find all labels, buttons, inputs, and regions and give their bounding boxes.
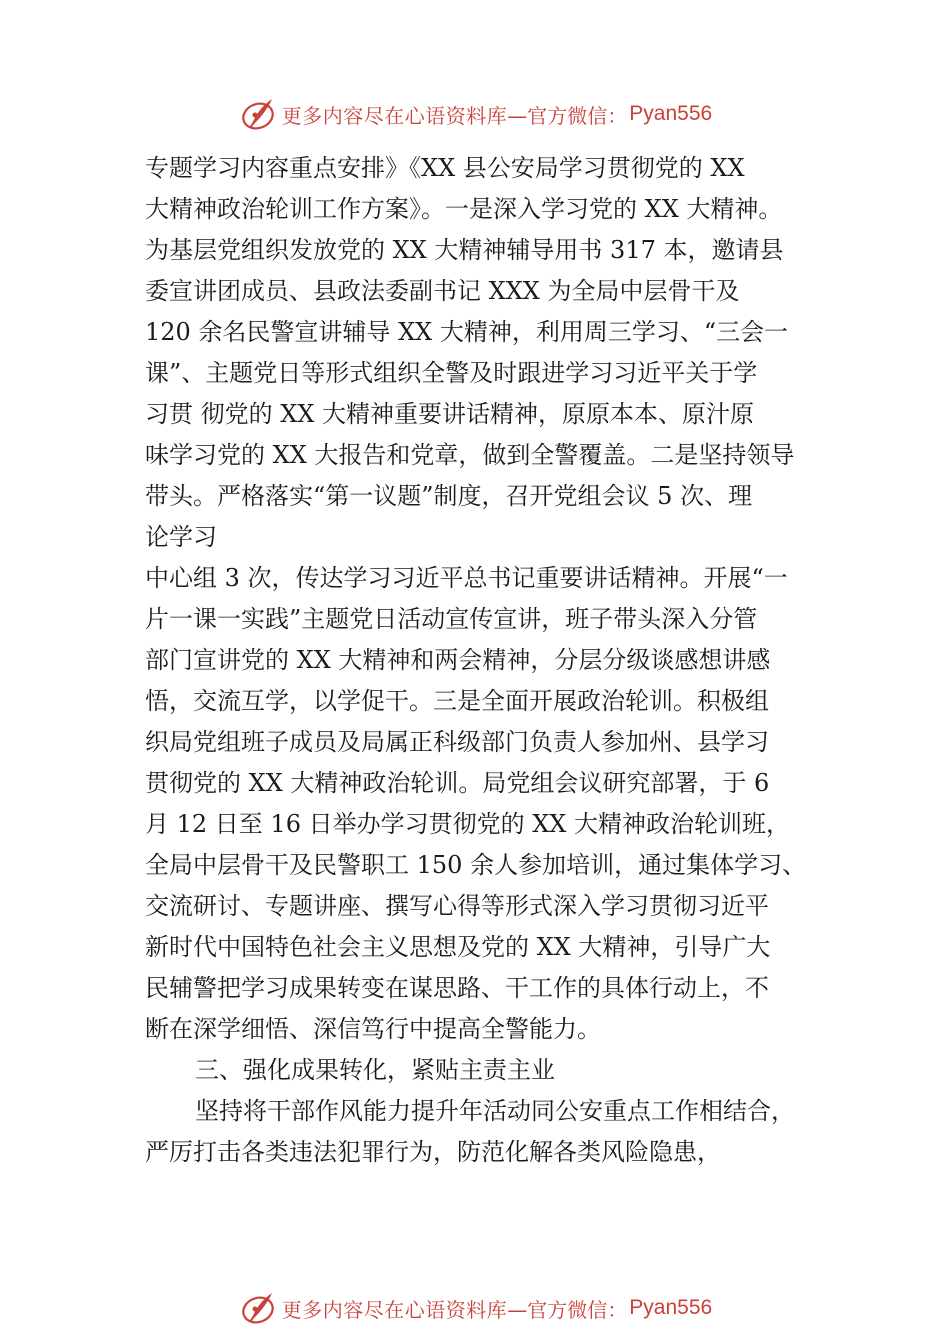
text-line: 片一课一实践”主题党日活动宣传宣讲，班子带头深入分管 (145, 605, 758, 633)
text-line: 断在深学细悟、深信笃行中提高全警能力。 (145, 1015, 601, 1043)
footer-banner (0, 1286, 950, 1330)
text-line: 织局党组班子成员及局属正科级部门负责人参加州、县学习 (145, 728, 769, 756)
text-line: 月 12 日至 16 日举办学习贯彻党的 XX 大精神政治轮训班， (145, 810, 791, 838)
text-line: 为基层党组织发放党的 XX 大精神辅导用书 317 本，邀请县 (145, 236, 784, 264)
banner-separator: —官方微信： (507, 103, 628, 128)
text-line: 120 余名民警宣讲辅导 XX 大精神，利用周三学习、“三会一 (145, 318, 789, 346)
text-line: 味学习党的 XX 大报告和党章，做到全警覆盖。二是坚持领导 (145, 441, 795, 469)
banner-wechat-handle: Pyan556 (629, 102, 713, 125)
quill-logo-icon (238, 1288, 278, 1328)
text-line: 悟，交流互学，以学促干。三是全面开展政治轮训。积极组 (145, 687, 769, 715)
text-line: 部门宣讲党的 XX 大精神和两会精神，分层分级谈感想讲感 (145, 646, 771, 674)
text-line: 全局中层骨干及民警职工 150 余人参加培训，通过集体学习、 (145, 851, 807, 879)
text-line: 课”、主题党日等形式组织全警及时跟进学习习近平关于学 (145, 359, 758, 387)
text-line: 新时代中国特色社会主义思想及党的 XX 大精神，引导广大 (145, 933, 771, 961)
text-line: 民辅警把学习成果转变在谋思路、干工作的具体行动上，不 (145, 974, 769, 1002)
text-line: 交流研讨、专题讲座、撰写心得等形式深入学习贯彻习近平 (145, 892, 769, 920)
text-line: 委宣讲团成员、县政法委副书记 XXX 为全局中层骨干及 (145, 277, 740, 305)
text-line: 严厉打击各类违法犯罪行为，防范化解各类风险隐患， (145, 1138, 721, 1166)
banner-text: 更多内容尽在心语资料库 (281, 103, 508, 128)
section-heading: 三、强化成果转化，紧贴主责主业 (195, 1056, 555, 1084)
header-banner (0, 92, 950, 136)
text-line: 大精神政治轮训工作方案》。一是深入学习党的 XX 大精神。 (145, 195, 783, 223)
banner-separator: —官方微信： (507, 1297, 628, 1322)
document-body (145, 148, 825, 1173)
banner-text: 更多内容尽在心语资料库 (281, 1297, 508, 1322)
text-line: 中心组 3 次，传达学习习近平总书记重要讲话精神。开展“一 (145, 564, 788, 592)
banner-wechat-handle: Pyan556 (629, 1296, 713, 1319)
text-line: 论学习 (145, 523, 217, 551)
text-line: 贯彻党的 XX 大精神政治轮训。局党组会议研究部署，于 6 (145, 769, 770, 797)
quill-logo-icon (238, 94, 278, 134)
text-line: 习贯 彻党的 XX 大精神重要讲话精神，原原本本、原汁原 (145, 400, 755, 428)
text-line: 带头。严格落实“第一议题”制度，召开党组会议 5 次、理 (145, 482, 753, 510)
text-line: 坚持将干部作风能力提升年活动同公安重点工作相结合， (195, 1097, 795, 1125)
text-line: 专题学习内容重点安排》《XX 县公安局学习贯彻党的 XX (145, 154, 745, 182)
